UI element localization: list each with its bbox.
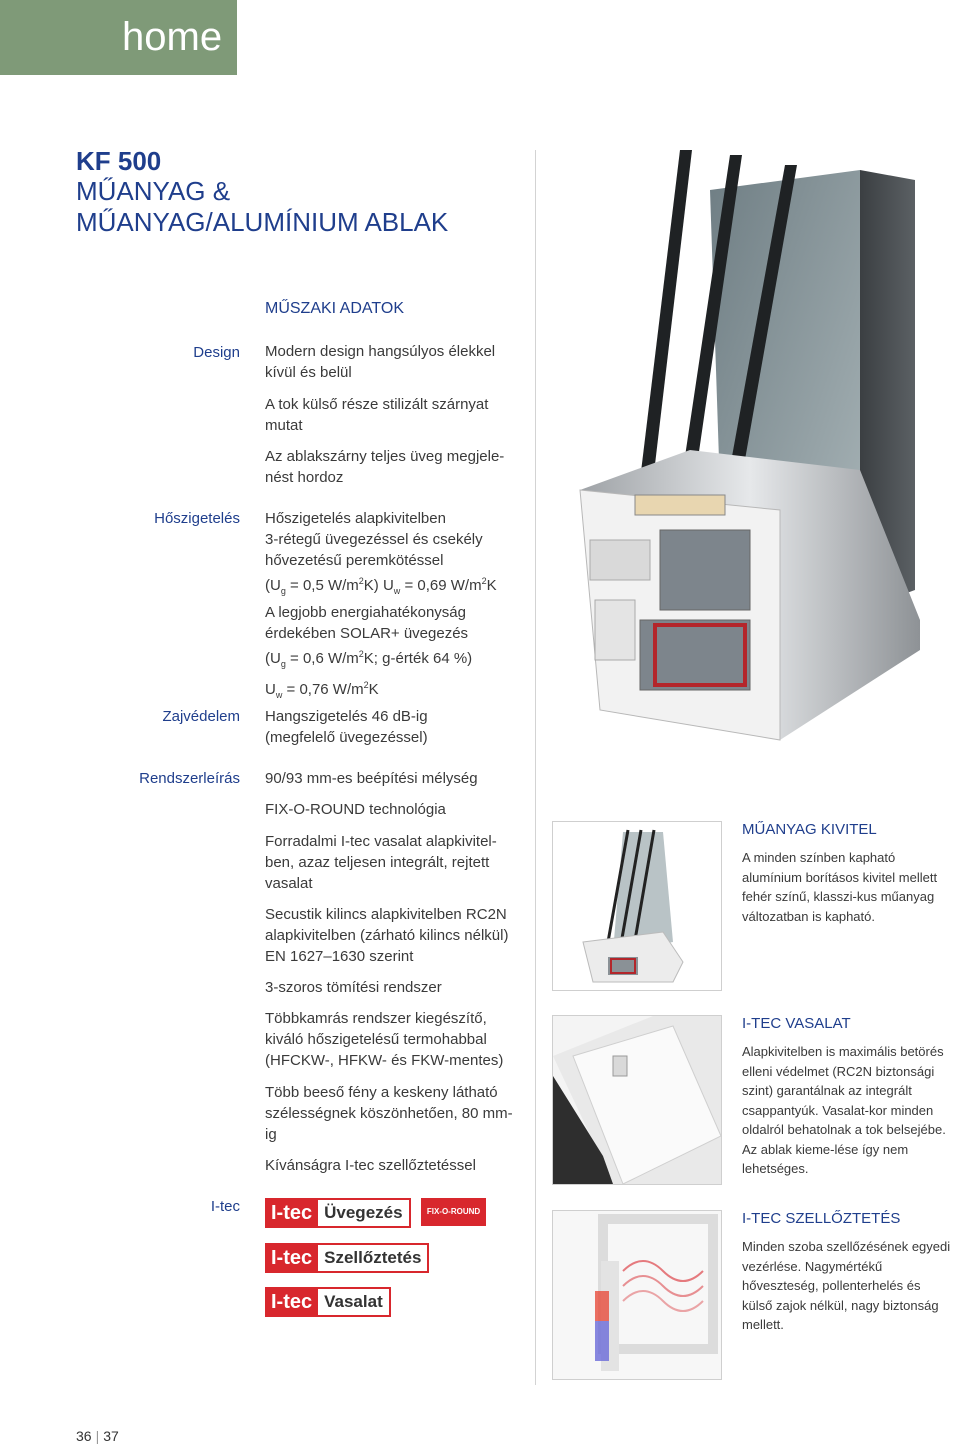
feature-hardware-text: Alapkivitelben is maximális betörés elleni védelmet (RC2N biztonsági szint) garantálnak az integrált csappantyúk. Vasalat-kor minden oldalról behatolnak a tok belsejébe. Az ablak kieme-lése így nem lehetséges. — [742, 1044, 946, 1176]
system-text-3: Forradalmi I-tec vasalat alapkivitel-ben, azaz teljesen integrált, rejtett vasalat — [265, 833, 497, 892]
page-title — [76, 146, 448, 238]
system-text-8: Kívánságra I-tec szellőztetéssel — [265, 1157, 476, 1174]
feature-ventilation-title: I-TEC SZELLŐZTETÉS — [742, 1210, 901, 1227]
model-name: KF 500 — [76, 146, 162, 176]
itec-ventilation-image — [552, 1210, 722, 1380]
feature-hardware-title: I-TEC VASALAT — [742, 1015, 851, 1032]
itec-ventilation-svg — [553, 1211, 721, 1379]
window-profile-svg — [560, 150, 960, 770]
specs-heading: MŰSZAKI ADATOK — [265, 300, 404, 317]
itec-ventilation-logo: I-tec Szellőztetés — [265, 1243, 429, 1273]
thermal-text-2: A legjobb energiahatékonyság érdekében SOLAR+ üvegezés ($U_g = 0,6$ $W/m^2K$; g-érték 64 %) $U_w = 0,76$ $W/m^2K$ — [265, 602, 527, 706]
column-divider — [535, 150, 536, 1385]
thermal-formula-1: ($U_g = 0,5$ $W/m^2K$) $U_w = 0,69$ $W/m^2K$ — [265, 576, 497, 596]
title-line-2: MŰANYAG/ALUMÍNIUM ABLAK — [76, 207, 449, 237]
itec-hardware-logo: I-tec Vasalat — [265, 1287, 391, 1317]
feature-ventilation — [742, 1210, 952, 1335]
system-text-4: Secustik kilincs alapkivitelben RC2N alapkivitelben (zárható kilincs nélkül) EN 1627–1630 szerint — [265, 906, 509, 965]
feature-pvc — [742, 821, 952, 926]
thermal-text-1: Hőszigetelés alapkivitelben 3-rétegű üvegezéssel és csekély hővezetésű peremkötéssel ($U_g = 0,5$ $W/m^2K$) $U_w = 0,69$ $W/m^2K$ — [265, 508, 527, 602]
feature-pvc-title: MŰANYAG KIVITEL — [742, 821, 877, 838]
title-line-1: MŰANYAG & — [76, 176, 231, 206]
design-text-1: Modern design hangsúlyos élekkel kívül és belül — [265, 343, 496, 381]
system-text-6: Többkamrás rendszer kiegészítő, kiváló hőszigetelésű termohabbal (HFCKW-, HFKW- és FKW-mentes) — [265, 1010, 504, 1069]
pvc-window-svg — [553, 822, 721, 990]
system-text-5: 3-szoros tömítési rendszer — [265, 979, 442, 996]
label-system: Rendszerleírás — [139, 770, 240, 787]
itec-hardware-svg — [553, 1016, 721, 1184]
label-thermal: Hőszigetelés — [154, 510, 240, 527]
label-design: Design — [193, 344, 240, 361]
label-noise: Zajvédelem — [162, 708, 240, 725]
itec-glazing-logo: I-tec Üvegezés — [265, 1198, 411, 1228]
feature-hardware — [742, 1015, 952, 1179]
home-tab[interactable]: home — [0, 0, 237, 75]
page-number-left: 36 — [76, 1428, 92, 1444]
system-text-1: 90/93 mm-es beépítési mélység — [265, 770, 478, 787]
thermal-formula-3: $U_w = 0,76$ $W/m^2K$ — [265, 680, 379, 700]
window-profile-illustration — [560, 150, 960, 770]
label-itec: I-tec — [210, 1198, 240, 1215]
noise-text: Hangszigetelés 46 dB-ig (megfelelő üvegezéssel) — [265, 708, 428, 746]
itec-hardware-image — [552, 1015, 722, 1185]
system-text-7: Több beeső fény a keskeny látható szélességnek köszönhetően, 80 mm-ig — [265, 1084, 513, 1143]
system-text-2: FIX-O-ROUND technológia — [265, 801, 446, 818]
page-numbers: 36 | 37 — [76, 1428, 119, 1444]
page-number-right: 37 — [103, 1428, 119, 1444]
feature-ventilation-text: Minden szoba szellőzésének egyedi vezérlése. Nagymértékű hőveszteség, pollenterhelés és külső zajok nélkül, nagy biztonság mellett. — [742, 1239, 951, 1332]
fix-o-round-logo: FIX-O-ROUND — [421, 1198, 486, 1226]
design-text-2: A tok külső része stilizált szárnyat mutat — [265, 396, 489, 434]
thermal-formula-2: ($U_g = 0,6$ $W/m^2K$; g-érték 64 %) — [265, 649, 473, 669]
feature-pvc-text: A minden színben kapható alumínium borításos kivitel mellett fehér színű, klasszi-kus műanyag változatban is kapható. — [742, 850, 938, 924]
pvc-window-image — [552, 821, 722, 991]
design-text-3: Az ablakszárny teljes üveg megjele-nést hordoz — [265, 448, 505, 486]
